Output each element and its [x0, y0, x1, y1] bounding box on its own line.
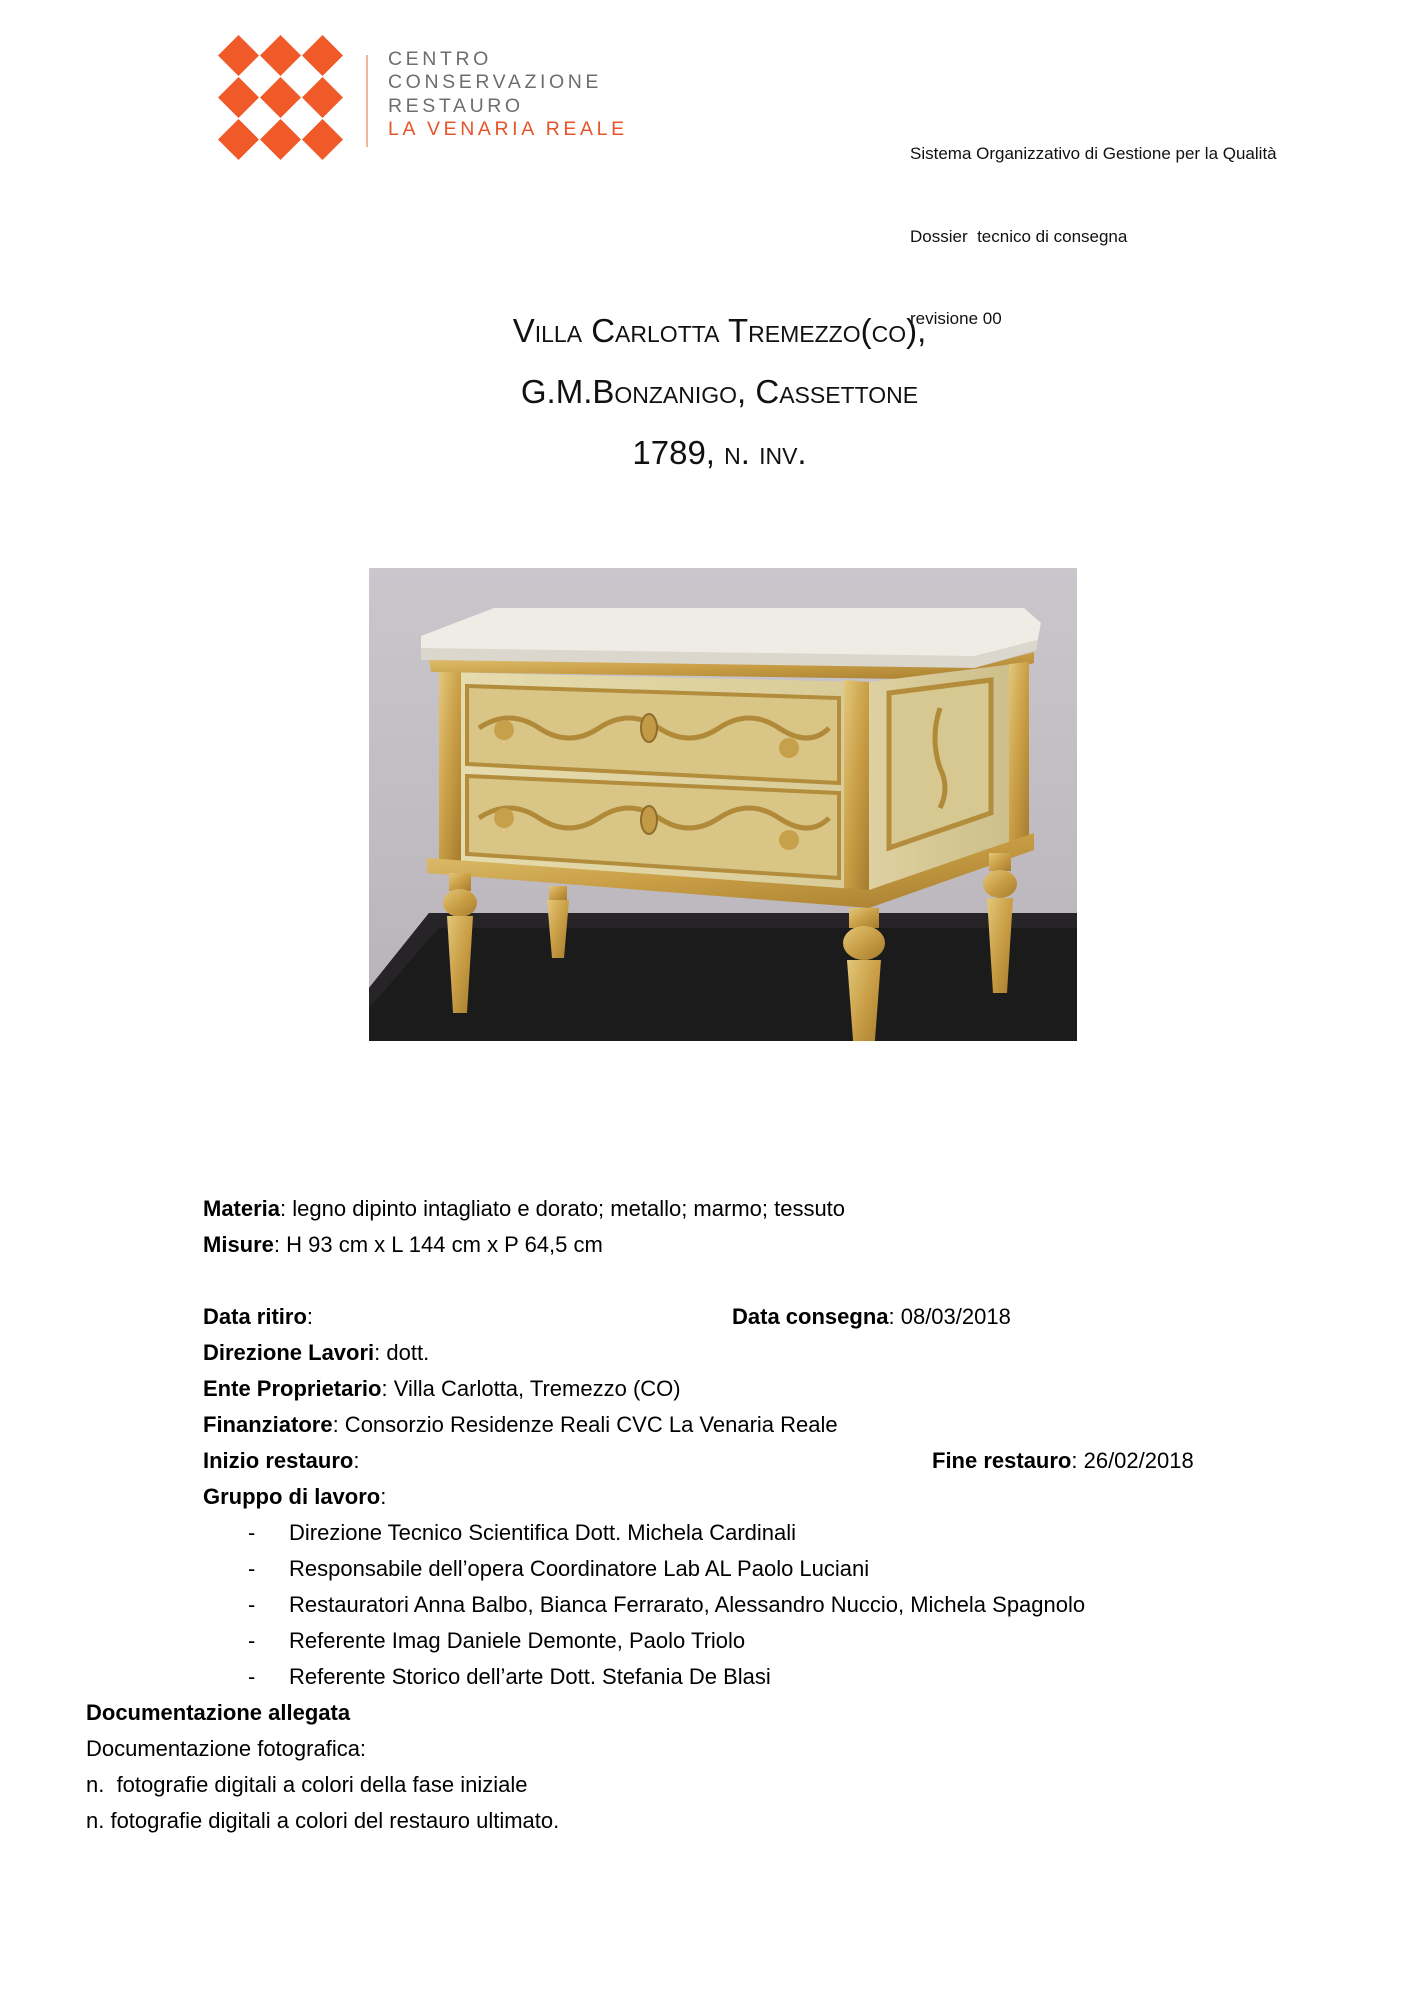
- field-fine-restauro: [932, 1443, 1194, 1479]
- field-value: : Consorzio Residenze Reali CVC La Venaria Reale: [332, 1412, 838, 1437]
- list-dash: -: [248, 1628, 256, 1653]
- title-line-date: 1789, n. inv.: [632, 434, 807, 471]
- document-title: [0, 300, 1415, 483]
- cassettone-photo: [369, 568, 1077, 1041]
- team-member-text: Responsabile dell’opera Coordinatore Lab AL Paolo Luciani: [289, 1556, 870, 1581]
- field-label: Materia: [203, 1196, 281, 1221]
- title-line-location: Villa Carlotta Tremezzo(co),: [512, 312, 927, 349]
- field-value: : H 93 cm x L 144 cm x P 64,5 cm: [273, 1232, 603, 1257]
- logo-diamond-grid: [218, 35, 348, 165]
- logo-diamond: [302, 77, 343, 118]
- field-value: : 26/02/2018: [1071, 1448, 1194, 1473]
- field-ente-proprietario: [203, 1371, 681, 1407]
- field-label: Direzione Lavori: [203, 1340, 375, 1365]
- logo-divider: [366, 55, 368, 147]
- field-value: : dott.: [374, 1340, 430, 1365]
- header-dossier-type: Dossier tecnico di consegna: [910, 226, 1128, 246]
- logo-diamond: [260, 35, 301, 76]
- field-direzione-lavori: [203, 1335, 429, 1371]
- logo-diamond: [260, 77, 301, 118]
- documentation-heading: [86, 1695, 350, 1731]
- documentation-photo-label: Documentazione fotografica:: [86, 1736, 367, 1761]
- logo-diamond: [218, 35, 259, 76]
- logo-line: CENTRO: [388, 48, 492, 70]
- team-member-text: Referente Storico dell’arte Dott. Stefania De Blasi: [289, 1664, 771, 1689]
- field-label: Data consegna: [732, 1304, 889, 1329]
- field-label: Misure: [203, 1232, 274, 1257]
- team-member-text: Restauratori Anna Balbo, Bianca Ferrarato, Alessandro Nuccio, Michela Spagnolo: [289, 1592, 1086, 1617]
- list-dash: -: [248, 1664, 256, 1689]
- field-inizio-restauro: [203, 1443, 359, 1479]
- field-label: Data ritiro: [203, 1304, 307, 1329]
- list-dash: -: [248, 1556, 256, 1581]
- field-value: :: [306, 1304, 314, 1329]
- logo-diamond: [260, 119, 301, 160]
- logo-diamond: [218, 77, 259, 118]
- logo-text: [388, 48, 628, 141]
- field-label: Fine restauro: [932, 1448, 1072, 1473]
- field-value: :: [380, 1484, 387, 1509]
- logo-diamond: [218, 119, 259, 160]
- title-line-object: G.M.Bonzanigo, Cassettone: [520, 373, 919, 410]
- field-materia: [203, 1191, 845, 1227]
- field-label: Gruppo di lavoro: [203, 1484, 381, 1509]
- field-value: : legno dipinto intagliato e dorato; metallo; marmo; tessuto: [280, 1196, 846, 1221]
- field-finanziatore: [203, 1407, 838, 1443]
- field-value: : Villa Carlotta, Tremezzo (CO): [381, 1376, 681, 1401]
- field-label: Finanziatore: [203, 1412, 333, 1437]
- field-gruppo-di-lavoro: [203, 1479, 386, 1515]
- field-value: :: [353, 1448, 360, 1473]
- field-label: Inizio restauro: [203, 1448, 354, 1473]
- field-label: Ente Proprietario: [203, 1376, 382, 1401]
- documentation-final-photos: n. fotografie digitali a colori del restauro ultimato.: [86, 1808, 560, 1833]
- documentation-heading-text: Documentazione allegata: [86, 1700, 351, 1725]
- team-member-text: Referente Imag Daniele Demonte, Paolo Triolo: [289, 1628, 746, 1653]
- field-misure: [203, 1227, 603, 1263]
- header-system-title: Sistema Organizzativo di Gestione per la Qualità: [910, 144, 1277, 163]
- field-value: : 08/03/2018: [888, 1304, 1011, 1329]
- team-member-text: Direzione Tecnico Scientifica Dott. Michela Cardinali: [289, 1520, 797, 1545]
- field-data-ritiro: [203, 1299, 313, 1335]
- list-dash: -: [248, 1520, 256, 1545]
- field-data-consegna: [732, 1299, 1011, 1335]
- logo-diamond: [302, 119, 343, 160]
- list-dash: -: [248, 1592, 256, 1617]
- header-revision: revisione 00: [910, 309, 1002, 328]
- logo-line: CONSERVAZIONE: [388, 71, 603, 94]
- logo-diamond: [302, 35, 343, 76]
- logo-accent-line: LA VENARIA REALE: [388, 117, 628, 140]
- logo-line: RESTAURO: [388, 94, 524, 117]
- documentation-initial-photos: n. fotografie digitali a colori della fase iniziale: [86, 1772, 528, 1797]
